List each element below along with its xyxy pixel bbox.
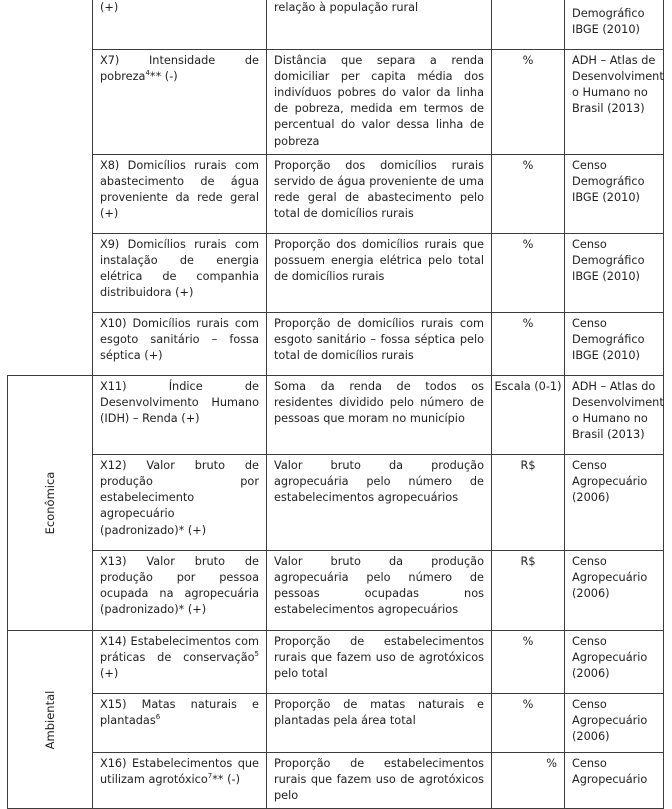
source-cell: Censo Agropecuário (2006)	[565, 630, 664, 693]
indicator-cell: X16) Estabelecimentos que utilizam agrotóxico$^7$** (-)	[93, 752, 267, 809]
source-cell: Censo Agropecuário (2006)	[565, 693, 664, 752]
table-row	[8, 630, 664, 693]
description-cell: relação à população rural	[267, 0, 492, 49]
dimension-cell-ambiental	[8, 630, 93, 809]
dimension-label-ambiental: Ambiental	[42, 690, 57, 749]
indicator-cell: X15) Matas naturais e plantadas$^6$	[93, 693, 267, 752]
description-cell: Valor bruto da produção agropecuária pelo número de estabelecimentos agropecuários	[267, 454, 492, 550]
unit-cell	[492, 0, 565, 49]
indicator-cell: X13) Valor bruto de produção por pessoa ocupada na agropecuária (padronizado)* (+)	[93, 550, 267, 630]
description-cell: Soma da renda de todos os residentes dividido pelo número de pessoas que moram no município	[267, 375, 492, 454]
table-row	[8, 550, 664, 630]
indicators-table	[7, 0, 664, 809]
source-cell: Censo Agropecuário (2006)	[565, 550, 664, 630]
indicator-cell: X14) Estabelecimentos com práticas de conservação$^5$ (+)	[93, 630, 267, 693]
indicator-cell: X12) Valor bruto de produção por estabelecimento agropecuário (padronizado)* (+)	[93, 454, 267, 550]
source-cell: ADH – Atlas do Desenvolviment o Humano no Brasil (2013)	[565, 375, 664, 454]
description-cell: Proporção de matas naturais e plantadas pela área total	[267, 693, 492, 752]
dimension-cell-economica	[8, 375, 93, 630]
description-cell: Proporção dos domicílios rurais servido de água proveniente de uma rede geral de abastecimento pelo total de domicílios rurais	[267, 154, 492, 233]
description-cell: Proporção de estabelecimentos rurais que fazem uso de agrotóxicos pelo total	[267, 630, 492, 693]
unit-cell: R$	[492, 454, 565, 550]
indicator-cell: X10) Domicílios rurais com esgoto sanitário – fossa séptica (+)	[93, 312, 267, 375]
description-cell: Distância que separa a renda domiciliar per capita média dos indivíduos pobres do valor da linha de pobreza, medida em termos de percentual do valor dessa linha de pobreza	[267, 49, 492, 154]
unit-cell: %	[492, 312, 565, 375]
description-cell: Proporção dos domicílios rurais que possuem energia elétrica pelo total de domicílios rurais	[267, 233, 492, 312]
unit-cell: %	[492, 154, 565, 233]
table-row	[8, 49, 664, 154]
indicator-cell: (+)	[93, 0, 267, 49]
description-cell: Proporção de estabelecimentos rurais que fazem uso de agrotóxicos pelo	[267, 752, 492, 809]
source-cell: Censo Demográfico IBGE (2010)	[565, 233, 664, 312]
dimension-label-economica: Econômica	[42, 471, 57, 535]
unit-cell: %	[492, 693, 565, 752]
table-row	[8, 312, 664, 375]
unit-cell: %	[492, 233, 565, 312]
table-row	[8, 693, 664, 752]
source-cell: Censo Demográfico IBGE (2010)	[565, 154, 664, 233]
table-row	[8, 0, 664, 49]
unit-cell: %	[492, 630, 565, 693]
indicator-cell: X9) Domicílios rurais com instalação de energia elétrica de companhia distribuidora (+)	[93, 233, 267, 312]
table-row	[8, 233, 664, 312]
indicator-cell: X8) Domicílios rurais com abastecimento de água proveniente da rede geral (+)	[93, 154, 267, 233]
unit-cell: %	[492, 49, 565, 154]
indicator-cell: X11) Índice de Desenvolvimento Humano (IDH) – Renda (+)	[93, 375, 267, 454]
table-row	[8, 454, 664, 550]
table-row	[8, 154, 664, 233]
source-cell: Censo Agropecuário	[565, 752, 664, 809]
description-cell: Valor bruto da produção agropecuária pelo número de pessoas ocupadas nos estabelecimentos agropecuários	[267, 550, 492, 630]
description-cell: Proporção de domicílios rurais com esgoto sanitário – fossa séptica pelo total de domicílios rurais	[267, 312, 492, 375]
indicator-cell: X7) Intensidade de pobreza$^4$** (-)	[93, 49, 267, 154]
unit-cell: Escala (0-1)	[492, 375, 565, 454]
source-cell: Demográfico IBGE (2010)	[565, 0, 664, 49]
dimension-cell-social	[8, 0, 93, 375]
table-row	[8, 752, 664, 809]
source-cell: Censo Agropecuário (2006)	[565, 454, 664, 550]
table-row	[8, 375, 664, 454]
unit-cell: %	[492, 752, 565, 809]
unit-cell: R$	[492, 550, 565, 630]
source-cell: Censo Demográfico IBGE (2010)	[565, 312, 664, 375]
source-cell: ADH – Atlas de Desenvolviment o Humano no Brasil (2013)	[565, 49, 664, 154]
